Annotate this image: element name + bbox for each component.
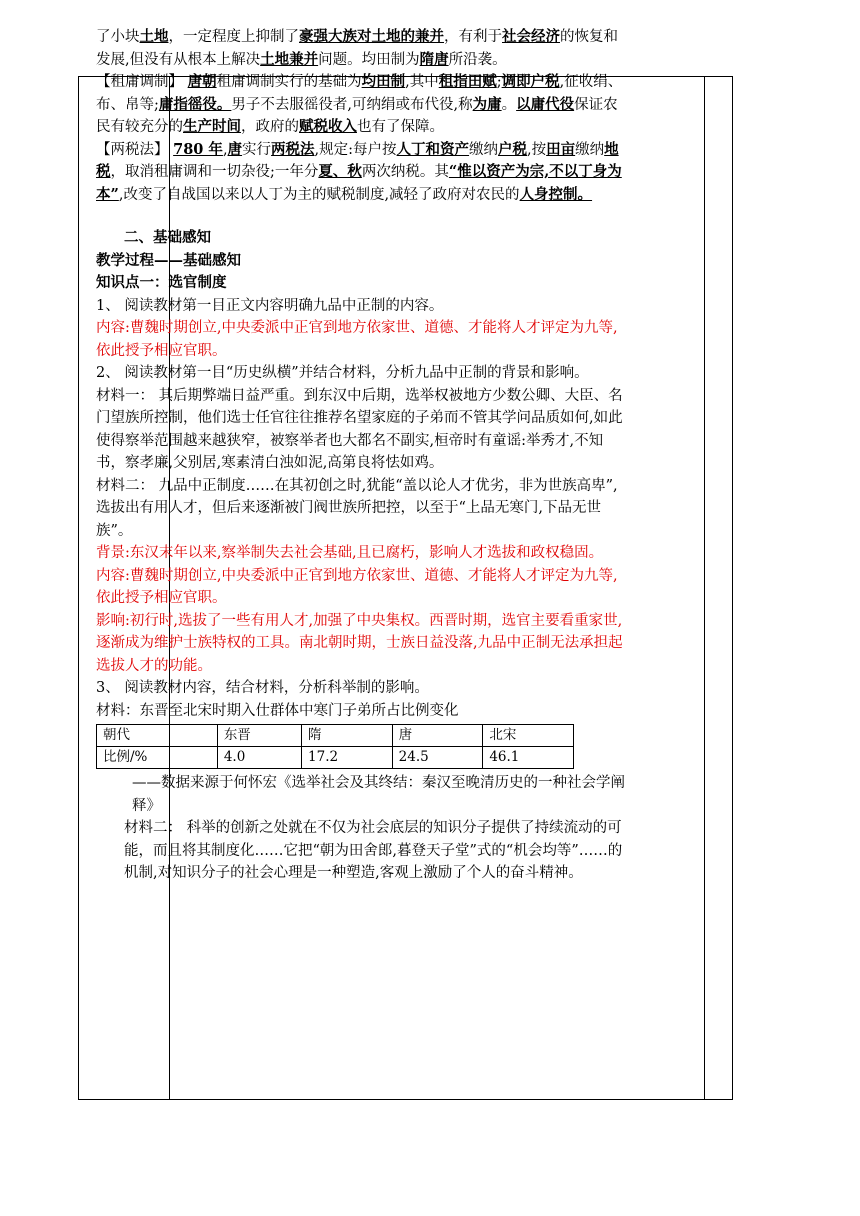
admission-ratio-table: [96, 724, 574, 769]
key-term: 为庸: [472, 95, 502, 113]
key-term: 人丁和资产: [396, 140, 470, 158]
knowledge-point-title: 知识点一：选官制度: [96, 274, 227, 291]
key-term: 社会经济: [502, 28, 560, 45]
material-1: 材料一： 其后期弊端日益严重。到东汉中后期，选举权被地方少数公卿、大臣、名门望族所控制，他们选士任官往往推荐名望家庭的子弟而不管其学问品质如何,如此使得察举范围越来越狭窄，被察举者也大都名不副实,桓帝时有童谣:举秀才,不知书，察孝廉,父别居,寒素清白浊如泥,高第良将怯如鸡。: [96, 387, 623, 471]
text: ,改变了自战国以来以人丁为主的赋税制度,减轻了政府对农民的: [118, 186, 520, 203]
table-caption: 材料：东晋至北宋时期入仕群体中寒门子弟所占比例变化: [96, 702, 459, 719]
table-cell: 4.0: [217, 747, 301, 769]
text: ;: [496, 74, 502, 90]
paragraph-two-tax-law: [96, 139, 631, 207]
text: ,按: [527, 141, 547, 158]
table-cell: 朝代: [97, 725, 218, 747]
answer-content-2: 内容:曹魏时期创立,中央委派中正官到地方依家世、道德、才能将人才评定为九等,依此授予相应官职。: [96, 567, 618, 606]
text: 也有了保障。: [357, 119, 444, 135]
question-2: 2、 阅读教材第一目“历史纵横”并结合材料，分析九品中正制的背景和影响。: [96, 365, 589, 381]
table-cell: 17.2: [302, 747, 393, 769]
table-header-row: [97, 725, 574, 747]
key-term: 生产时间: [183, 118, 241, 135]
text: ，一定程度上抑制了: [168, 29, 299, 45]
key-term: 土地: [139, 28, 169, 45]
text: 【两税法】: [96, 141, 174, 158]
column-divider-right: [704, 77, 705, 1099]
key-term: 土地兼并: [260, 50, 319, 68]
table-cell: 隋: [302, 725, 393, 747]
answer-content-1: 内容:曹魏时期创立,中央委派中正官到地方依家世、道德、才能将人才评定为九等,依此授予相应官职。: [96, 320, 618, 359]
material-2: 材料二： 九品中正制度……在其初创之时,犹能“盖以论人才优劣，非为世族高卑”,选拔出有用人才，但后来逐渐被门阀世族所把控，以至于“上品无寒门,下品无世族”。: [96, 477, 618, 539]
key-term: 夏、秋: [318, 163, 362, 180]
table-cell: 46.1: [483, 747, 574, 769]
key-term: 赋税收入: [299, 118, 357, 135]
key-term: 地税: [96, 140, 619, 180]
text: 所沿袭。: [448, 51, 507, 68]
material-keju: 材料二： 科举的创新之处就在不仅为社会底层的知识分子提供了持续流动的可能，而且将其制度化……它把“朝为田舍郎,暮登天子堂”式的“机会均等”……的机制,对知识分子的社会心理是一种塑造,客观上激励了个人的奋斗精神。: [124, 820, 623, 881]
table-row: [97, 747, 574, 769]
key-term: 唐朝: [187, 73, 217, 90]
table-cell: 北宋: [483, 725, 574, 747]
text: 【租庸调制】: [96, 74, 188, 90]
key-term: “惟以资产为宗,不以丁身为本”: [96, 163, 622, 203]
text: 的恢复和发展,但没有从根本上解决: [96, 29, 618, 68]
text: 问题。均田制为: [318, 51, 420, 68]
key-term: 唐: [227, 140, 243, 158]
text: 了小块: [96, 29, 140, 45]
key-term: 庸指徭役。: [158, 95, 232, 113]
key-term: 调即户税: [501, 73, 560, 90]
lesson-content: [96, 26, 631, 885]
text: 。: [501, 96, 517, 113]
section-title: 二、基础感知: [124, 229, 211, 246]
question-1: 1、 阅读教材第一目正文内容明确九品中正制的内容。: [96, 297, 444, 314]
key-term: 租指田赋: [438, 73, 497, 90]
paragraph-zuyongdiao: [96, 71, 631, 139]
text: 缴纳: [575, 141, 605, 158]
key-term: 以庸代役: [516, 95, 575, 113]
key-term: 780 年: [173, 140, 223, 158]
process-title: 教学过程——基础感知: [96, 251, 241, 269]
text: 两次纳税。其: [361, 164, 449, 180]
key-term: 隋唐: [419, 50, 449, 68]
question-3: 3、 阅读教材内容，结合材料，分析科举制的影响。: [96, 680, 429, 696]
table-cell: 东晋: [217, 725, 301, 747]
text: ，有利于: [444, 29, 502, 45]
text: ,征收绢、布、帛等;: [96, 74, 623, 113]
key-term: 均田制: [361, 73, 406, 90]
text: 保证农民有较充分的: [96, 96, 618, 135]
answer-background: 背景:东汉末年以来,察举制失去社会基础,且已腐朽，影响人才选拔和政权稳固。: [96, 545, 604, 561]
text: ,其中: [405, 74, 439, 90]
text: ，政府的: [241, 119, 299, 135]
spacer: [96, 206, 631, 227]
key-term: 两税法: [271, 140, 315, 158]
text: 缴纳: [469, 141, 499, 158]
answer-influence: 影响:初行时,选拔了一些有用人才,加强了中央集权。西晋时期，选官主要看重家世,逐渐成为维护士族特权的工具。南北朝时期，士族日益没落,九品中正制无法承担起选拔人才的功能。: [96, 612, 623, 674]
key-term: 人身控制。: [519, 185, 593, 203]
text: ,规定:每户按: [314, 141, 397, 158]
text: 租庸调制实行的基础为: [216, 74, 362, 90]
table-cell: 比例/%: [97, 747, 218, 769]
key-term: 户税: [498, 140, 528, 158]
key-term: 田亩: [546, 140, 576, 158]
text: ，取消租庸调和一切杂役;一年分: [110, 164, 319, 180]
data-citation: ——数据来源于何怀宏《选举社会及其终结：秦汉至晚清历史的一种社会学阐释》: [132, 775, 625, 814]
paragraph-land-equalization: [96, 26, 631, 71]
text: ,: [222, 141, 228, 158]
text: 男子不去服徭役者,可纳绢或布代役,称: [231, 96, 473, 113]
text: 实行: [242, 141, 272, 158]
table-cell: 24.5: [392, 747, 483, 769]
key-term: 豪强大族对土地的兼并: [299, 28, 444, 45]
table-cell: 唐: [392, 725, 483, 747]
